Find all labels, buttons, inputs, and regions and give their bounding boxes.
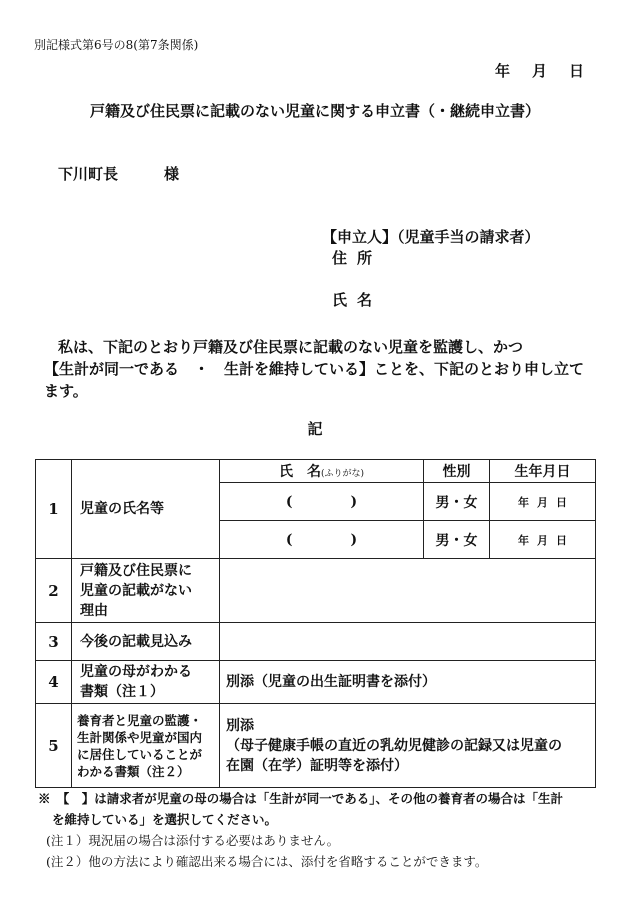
row5-label-line: 生計関係や児童が国内	[77, 729, 203, 745]
addressee-honorific: 様	[164, 165, 180, 183]
table-row	[36, 623, 596, 661]
header-name	[220, 460, 424, 483]
header-sex: 性別	[424, 460, 490, 483]
dob-year: 年	[518, 533, 529, 547]
child1-sex-cell[interactable]: 男・女	[424, 483, 490, 521]
dob-day: 日	[556, 533, 567, 547]
row5-label-line: に居住していることが	[77, 746, 203, 762]
child2-dob-cell[interactable]	[490, 521, 596, 559]
row5-content-line: （母子健康手帳の直近の乳幼児健診の記録又は児童の	[226, 737, 562, 754]
row2-label-line: 児童の記載がない	[80, 582, 192, 599]
date-year: 年	[494, 62, 510, 80]
applicant-heading: 【申立人】（児童手当の請求者）	[322, 228, 540, 246]
row4-label-line: 書類（注１）	[80, 684, 164, 700]
header-name-text: 氏 名	[278, 464, 321, 480]
row5-label-line: 養育者と児童の監護・	[77, 712, 203, 728]
header-dob: 生年月日	[490, 460, 596, 483]
note-mark-line-1: ※ 【 】は請求者が児童の母の場合は「生計が同一である」、その他の養育者の場合は「生計	[38, 791, 564, 806]
row1-label-cell	[72, 460, 220, 559]
row2-content-cell[interactable]	[220, 559, 596, 623]
child2-name-cell[interactable]	[220, 521, 424, 559]
date-day: 日	[568, 62, 584, 80]
row2-num: 2	[36, 559, 72, 623]
row5-content-cell	[220, 704, 596, 788]
row5-content-line: 在園（在学）証明等を添付）	[226, 757, 408, 774]
date-line	[489, 60, 584, 81]
addressee	[58, 163, 179, 184]
row4-label-cell	[72, 661, 220, 704]
row2-label-cell	[72, 559, 220, 623]
table-row	[36, 661, 596, 704]
row1-num: 1	[48, 500, 59, 518]
child1-dob-cell[interactable]	[490, 483, 596, 521]
paren-open: (	[285, 493, 293, 510]
row1-label: 児童の氏名等	[80, 501, 164, 517]
table-header-row	[36, 460, 596, 483]
table-row	[36, 559, 596, 623]
row4-num: 4	[36, 661, 72, 704]
child2-sex-cell[interactable]: 男・女	[424, 521, 490, 559]
row5-label-cell	[72, 704, 220, 788]
notes	[38, 788, 598, 872]
row5-label-line: わかる書類（注２）	[77, 763, 190, 779]
paren-open: (	[285, 531, 293, 548]
row2-label-line: 理由	[80, 602, 108, 619]
dob-month: 月	[537, 533, 548, 547]
header-blank-num	[36, 460, 72, 559]
ki-heading: 記	[307, 420, 323, 438]
document-title: 戸籍及び住民票に記載のない児童に関する申立書（・継続申立書）	[89, 102, 540, 120]
row3-content-cell[interactable]	[220, 623, 596, 661]
applicant-name-label: 氏名	[332, 291, 383, 309]
details-table	[35, 459, 596, 788]
dob-month: 月	[537, 495, 548, 509]
form-id: 別記様式第6号の8(第7条関係)	[34, 38, 199, 52]
header-furigana: (ふりがな)	[320, 469, 365, 479]
paren-close: )	[350, 493, 358, 510]
dob-year: 年	[518, 495, 529, 509]
note-2: (注２）他の方法により確認出来る場合には、添付を省略することができます。	[46, 854, 488, 869]
row5-content-line: 別添	[226, 717, 254, 734]
applicant-address-label: 住所	[332, 249, 383, 267]
row3-label: 今後の記載見込み	[72, 623, 220, 661]
addressee-name: 下川町長	[58, 165, 119, 183]
dob-day: 日	[556, 495, 567, 509]
note-1: (注１）現況届の場合は添付する必要はありません。	[46, 833, 340, 848]
table-row	[36, 704, 596, 788]
row2-label-line: 戸籍及び住民票に	[80, 562, 192, 579]
row5-num: 5	[36, 704, 72, 788]
declaration-line-1: 私は、下記のとおり戸籍及び住民票に記載のない児童を監護し、かつ	[58, 338, 524, 356]
declaration-text	[44, 336, 596, 402]
child1-name-cell[interactable]	[220, 483, 424, 521]
paren-close: )	[350, 531, 358, 548]
row4-label-line: 児童の母がわかる	[80, 664, 192, 680]
declaration-line-3: ます。	[44, 382, 88, 400]
date-month: 月	[531, 62, 547, 80]
declaration-line-2: 【生計が同一である ・ 生計を維持している】ことを、下記のとおり申し立て	[44, 360, 585, 378]
row3-num: 3	[36, 623, 72, 661]
note-mark-line-2: を維持している」を選択してください。	[52, 812, 278, 827]
row4-content: 別添（児童の出生証明書を添付）	[220, 661, 596, 704]
